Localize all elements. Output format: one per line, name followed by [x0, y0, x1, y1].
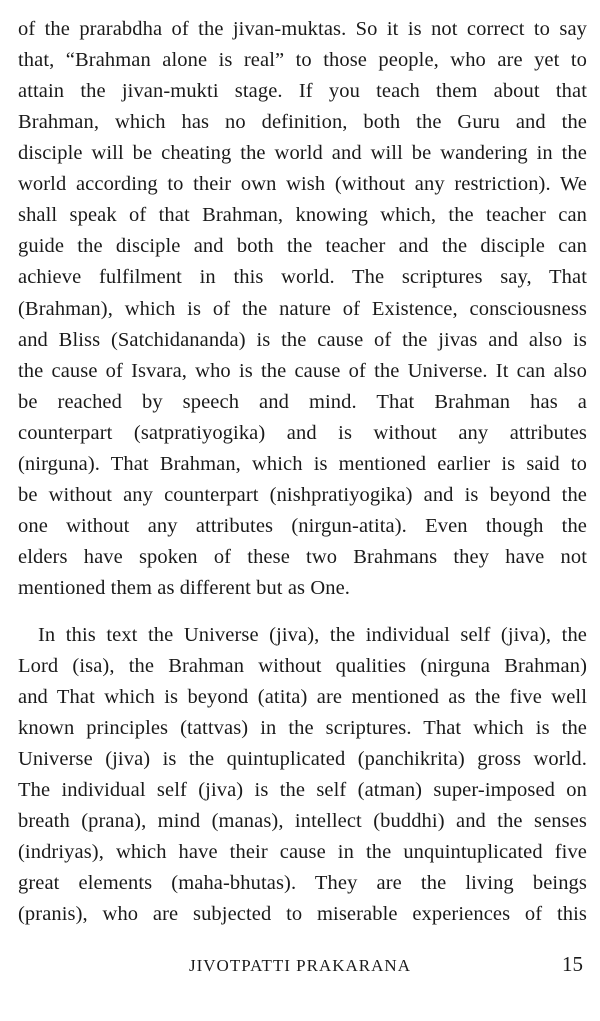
text-line: guide the disciple and both the teacher and the disciple can	[18, 235, 587, 257]
text-line: and That which is beyond (atita) are mentioned as the five well	[18, 686, 587, 708]
text-line: Lord (isa), the Brahman without qualities (nirguna Brahman)	[18, 655, 587, 677]
text-line: attain the jivan-mukti stage. If you teach them about that	[18, 80, 587, 102]
text-line: be without any counterpart (nishpratiyogika) and is beyond the	[18, 484, 587, 506]
text-line: known principles (tattvas) in the scriptures. That which is the	[18, 717, 587, 739]
text-line: one without any attributes (nirgun-atita). Even though the	[18, 515, 587, 537]
text-line: world according to their own wish (without any restriction). We	[18, 173, 587, 195]
text-line: and Bliss (Satchidananda) is the cause of the jivas and also is	[18, 329, 587, 351]
text-line: the cause of Isvara, who is the cause of the Universe. It can also	[18, 360, 587, 382]
text-line: that, “Brahman alone is real” to those people, who are yet to	[18, 49, 587, 71]
text-line: of the prarabdha of the jivan-muktas. So it is not correct to say	[18, 18, 587, 40]
text-line: disciple will be cheating the world and will be wandering in the	[18, 142, 587, 164]
running-footer-title: JIVOTPATTI PRAKARANA	[189, 956, 411, 975]
text-line: Universe (jiva) is the quintuplicated (panchikrita) gross world.	[18, 748, 587, 770]
text-line: (nirguna). That Brahman, which is mentioned earlier is said to	[18, 453, 587, 475]
text-line: (pranis), who are subjected to miserable experiences of this	[18, 903, 587, 925]
text-line: (Brahman), which is of the nature of Existence, consciousness	[18, 298, 587, 320]
text-line: The individual self (jiva) is the self (atman) super-imposed on	[18, 779, 587, 801]
text-line: achieve fulfilment in this world. The scriptures say, That	[18, 266, 587, 288]
page-number: 15	[562, 952, 583, 976]
text-line: Brahman, which has no definition, both the Guru and the	[18, 111, 587, 133]
text-line: (indriyas), which have their cause in the unquintuplicated five	[18, 841, 587, 863]
text-line: mentioned them as different but as One.	[18, 577, 350, 599]
text-line: be reached by speech and mind. That Brahman has a	[18, 391, 587, 413]
text-line: elders have spoken of these two Brahmans they have not	[18, 546, 587, 568]
text-line: In this text the Universe (jiva), the individual self (jiva), the	[38, 624, 587, 646]
text-line: great elements (maha-bhutas). They are the living beings	[18, 872, 587, 894]
text-line: breath (prana), mind (manas), intellect (buddhi) and the senses	[18, 810, 587, 832]
text-line: shall speak of that Brahman, knowing which, the teacher can	[18, 204, 587, 226]
text-line: counterpart (satpratiyogika) and is without any attributes	[18, 422, 587, 444]
